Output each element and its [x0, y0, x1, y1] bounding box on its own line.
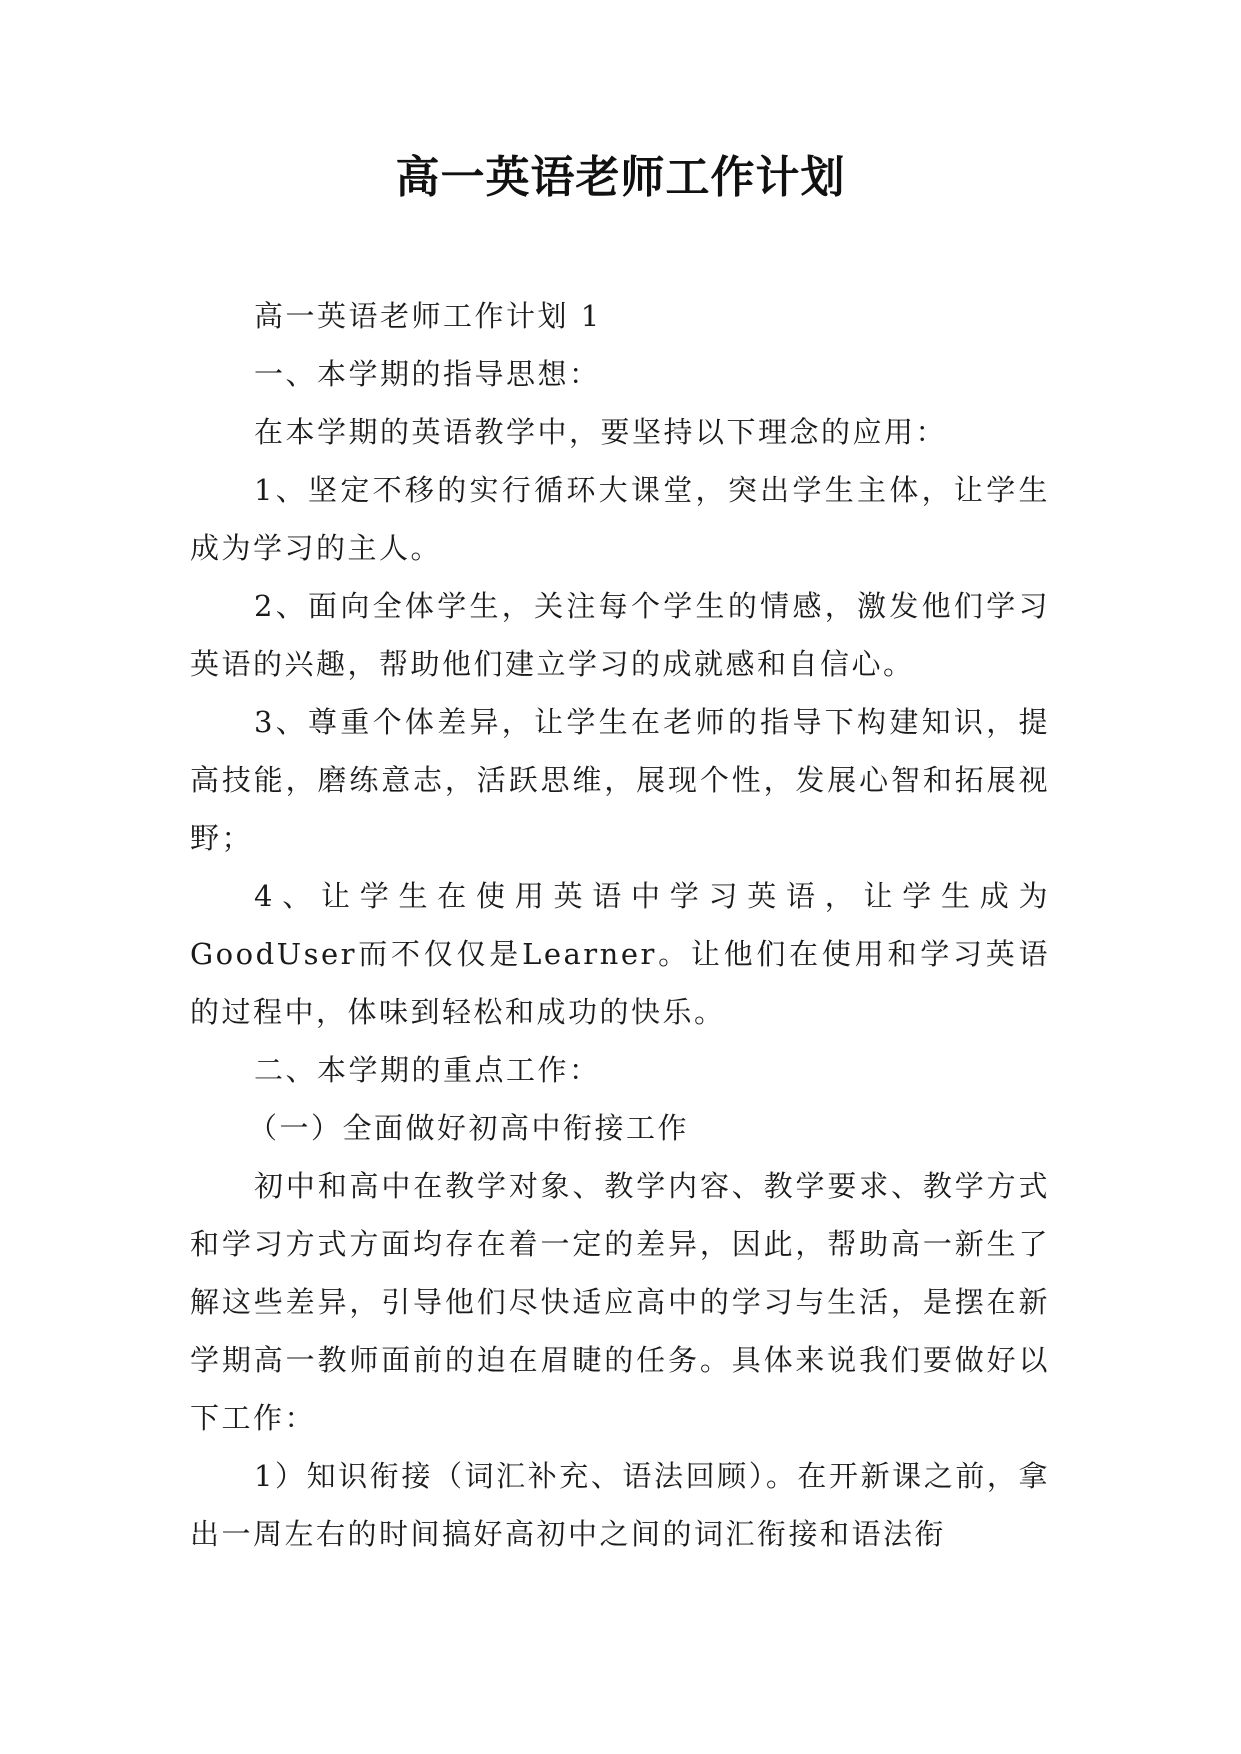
document-title: 高一英语老师工作计划	[395, 152, 846, 203]
document-body	[190, 287, 1050, 1563]
intro-paragraph: 在本学期的英语教学中，要坚持以下理念的应用：	[254, 415, 948, 449]
section-heading-key-work: 二、本学期的重点工作：	[254, 1053, 601, 1087]
document-subtitle: 高一英语老师工作计划 1	[254, 299, 602, 333]
subsection-heading: （一）全面做好初高中衔接工作	[248, 1111, 690, 1145]
list-item: 1、坚定不移的实行循环大课堂，突出学生主体，让学生成为学习的主人。	[190, 473, 1050, 565]
list-item: 4、让学生在使用英语中学习英语，让学生成为GoodUser而不仅仅是Learner。让他们在使用和学习英语的过程中，体味到轻松和成功的快乐。	[190, 879, 1050, 1029]
list-item: 3、尊重个体差异，让学生在老师的指导下构建知识，提高技能，磨练意志，活跃思维，展现个性，发展心智和拓展视野；	[190, 705, 1050, 855]
body-paragraph: 1）知识衔接（词汇补充、语法回顾）。在开新课之前，拿出一周左右的时间搞好高初中之间的词汇衔接和语法衔	[190, 1459, 1050, 1551]
body-paragraph: 初中和高中在教学对象、教学内容、教学要求、教学方式和学习方式方面均存在着一定的差异，因此，帮助高一新生了解这些差异，引导他们尽快适应高中的学习与生活，是摆在新学期高一教师面前的迫在眉睫的任务。具体来说我们要做好以下工作：	[190, 1169, 1050, 1435]
list-item: 2、面向全体学生，关注每个学生的情感，激发他们学习英语的兴趣，帮助他们建立学习的成就感和自信心。	[190, 589, 1050, 681]
section-heading-guiding-ideas: 一、本学期的指导思想：	[254, 357, 601, 391]
